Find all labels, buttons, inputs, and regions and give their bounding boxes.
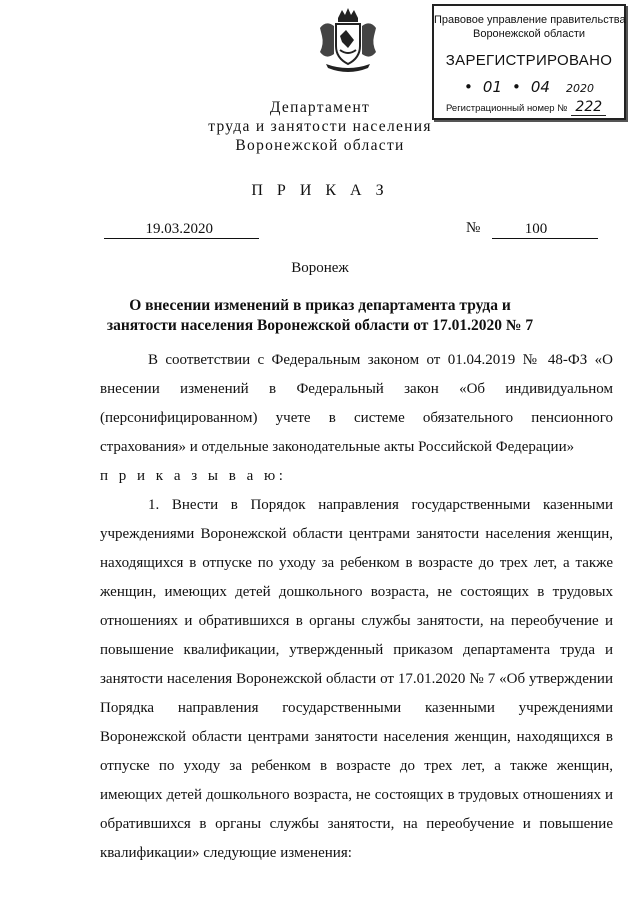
order-body <box>100 346 613 868</box>
order-word: п р и к а з ы в а ю: <box>100 468 287 484</box>
stamp-reg-number-label: Регистрационный номер № <box>446 103 568 114</box>
stamp-org-line2: Воронежской области <box>472 28 585 40</box>
stamp-date-day: 01 <box>482 78 502 96</box>
order-heading: О внесении изменений в приказ департамента труда и занятости населения Воронежской области от 17.01.2020 № 7 <box>106 297 534 334</box>
doc-type-title: П Р И К А З <box>251 182 389 199</box>
dept-line3: Воронежской области <box>235 137 405 154</box>
stamp-reg-number-value: 222 <box>571 99 606 116</box>
stamp-date-month: 04 <box>530 78 550 96</box>
order-date: 19.03.2020 <box>104 220 259 239</box>
stamp-registered: ЗАРЕГИСТРИРОВАНО <box>445 52 613 69</box>
dept-line2: труда и занятости населения <box>208 118 432 135</box>
dept-line1: Департамент <box>269 99 371 116</box>
stamp-org-line1: Правовое управление правительства <box>434 14 626 26</box>
order-number-label: № <box>466 220 481 236</box>
city: Воронеж <box>291 260 349 276</box>
item1-paragraph: 1. Внести в Порядок направления государственными казенными учреждениями Воронежской области центрами занятости населения женщин, находящихся в отпуске по уходу за ребенком в возрасте до трех лет, а также женщин, имеющих детей дошкольного возраста, не состоящих в трудовых отношениях и обратившихся в органы службы занятости, на переобучение и повышение квалификации, утвержденный приказом департамента труда и занятости населения Воронежской области от 17.01.2020 № 7 «Об утверждении Порядка направления государственными казенными учреждениями Воронежской области центрами занятости населения женщин, находящихся в отпуске по уходу за ребенком в возрасте до трех лет, а также женщин, имеющих детей дошкольного возраста, не состоящих в трудовых отношениях и обратившихся в органы службы занятости, на переобучение и повышение квалификации» следующие изменения: <box>100 497 613 861</box>
stamp-date-year: 2020 <box>565 82 594 95</box>
order-number: 100 <box>492 220 598 239</box>
preamble-paragraph: В соответствии с Федеральным законом от 01.04.2019 № 48-ФЗ «О внесении изменений в Федеральный закон «Об индивидуальном (персонифицированном) учете в системе обязательного пенсионного страхования» и отдельные законодательные акты Российской Федерации» <box>100 352 613 455</box>
coat-of-arms-emblem <box>316 6 380 72</box>
stamp-date: • 01 • 04 2020 <box>464 78 594 96</box>
